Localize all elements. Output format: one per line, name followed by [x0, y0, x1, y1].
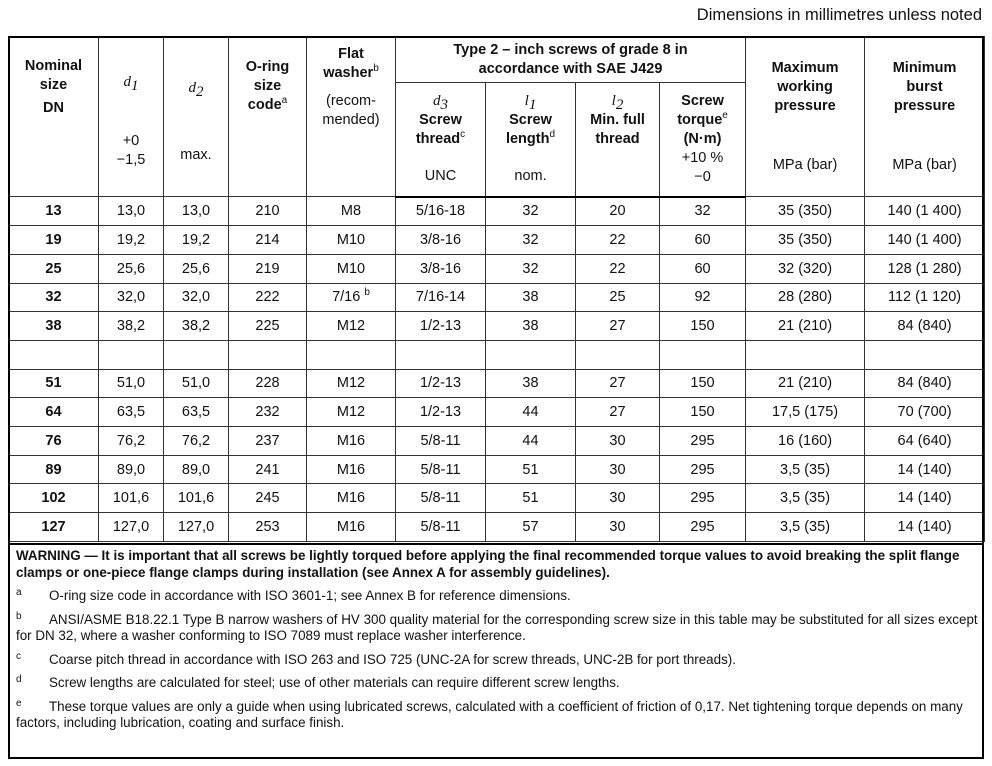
- table-row: 25 25,6 25,6 219 M10 3/8-16 32 22 60 32 (320) 128 (1 280): [9, 254, 985, 283]
- table-row: 64 63,5 63,5 232 M12 1/2-13 44 27 150 17,5 (175) 70 (700): [9, 398, 985, 427]
- header-l2-min-thread: $l_2$ Min. full thread: [576, 83, 660, 197]
- table-notes: [10, 546, 978, 732]
- header-type2-screws: Type 2 – inch screws of grade 8 in accordance with SAE J429: [396, 37, 746, 83]
- header-max-working-pressure: Maximum working pressure MPa (bar): [746, 37, 865, 197]
- header-screw-torque: Screw torque$^e$ (N·m) +10 % −0: [660, 83, 746, 197]
- header-d1: $d_1$ +0 −1,5: [99, 37, 164, 197]
- table-row: 19 19,2 19,2 214 M10 3/8-16 32 22 60 35 (350) 140 (1 400): [9, 226, 985, 255]
- notes-divider: [8, 543, 984, 545]
- footnote-c: c Coarse pitch thread in accordance with ISO 263 and ISO 725 (UNC-2A for screw threads, UNC-2B for port threads).: [16, 650, 736, 667]
- header-min-burst-pressure: Minimum burst pressure MPa (bar): [865, 37, 985, 197]
- footnote-d: d Screw lengths are calculated for steel; use of other materials can require different screw lengths.: [16, 674, 620, 690]
- table-row: 13 13,0 13,0 210 M8 5/16-18 32 20 32 35 (350) 140 (1 400): [9, 197, 985, 226]
- header-oring-code: O-ring size code$^a$: [229, 37, 307, 197]
- table-row: 89 89,0 89,0 241 M16 5/8-11 51 30 295 3,5 (35) 14 (140): [9, 455, 985, 484]
- header-d2: $d_2$ max.: [164, 37, 229, 197]
- header-d3-thread: $d_3$ Screw thread$^c$ UNC: [396, 83, 486, 197]
- footnote-e: e These torque values are only a guide when using lubricated screws, calculated with a coefficient of friction of 0,17. Net tightening torque depends on many factors, including lubrication, coating and surface finish.: [16, 697, 963, 730]
- table-row: 38 38,2 38,2 225 M12 1/2-13 38 27 150 21 (210) 84 (840): [9, 312, 985, 341]
- table-row: 76 76,2 76,2 237 M16 5/8-11 44 30 295 16 (160) 64 (640): [9, 427, 985, 456]
- footnote-a: a O-ring size code in accordance with ISO 3601-1; see Annex B for reference dimensions.: [16, 587, 571, 603]
- header-nominal-size: Nominal size DN: [9, 37, 99, 197]
- units-note: Dimensions in millimetres unless noted: [696, 6, 982, 24]
- header-flat-washer: Flat washer$^b$ (recom- mended): [307, 37, 396, 197]
- footnote-b: b ANSI/ASME B18.22.1 Type B narrow washers of HV 300 quality material for the corresponding screw size in this table may be substituted for all sizes except for DN 32, where a washer conforming to ISO 7089 must replace washer interference.: [16, 610, 978, 643]
- table-row: 51 51,0 51,0 228 M12 1/2-13 38 27 150 21 (210) 84 (840): [9, 369, 985, 398]
- table-row: 102 101,6 101,6 245 M16 5/8-11 51 30 295 3,5 (35) 14 (140): [9, 484, 985, 513]
- table-row: 32 32,0 32,0 222 7/16 $^b$ 7/16-14 38 25 92 28 (280) 112 (1 120): [9, 283, 985, 312]
- header-l1-length: $l_1$ Screw length$^d$ nom.: [486, 83, 576, 197]
- warning-note: WARNING — It is important that all screws be lightly torqued before applying the final recommended torque values to avoid breaking the split flange clamps or one-piece flange clamps during installation (see Annex A for assembly guidelines).: [16, 548, 960, 580]
- table-row: 127 127,0 127,0 253 M16 5/8-11 57 30 295 3,5 (35) 14 (140): [9, 513, 985, 542]
